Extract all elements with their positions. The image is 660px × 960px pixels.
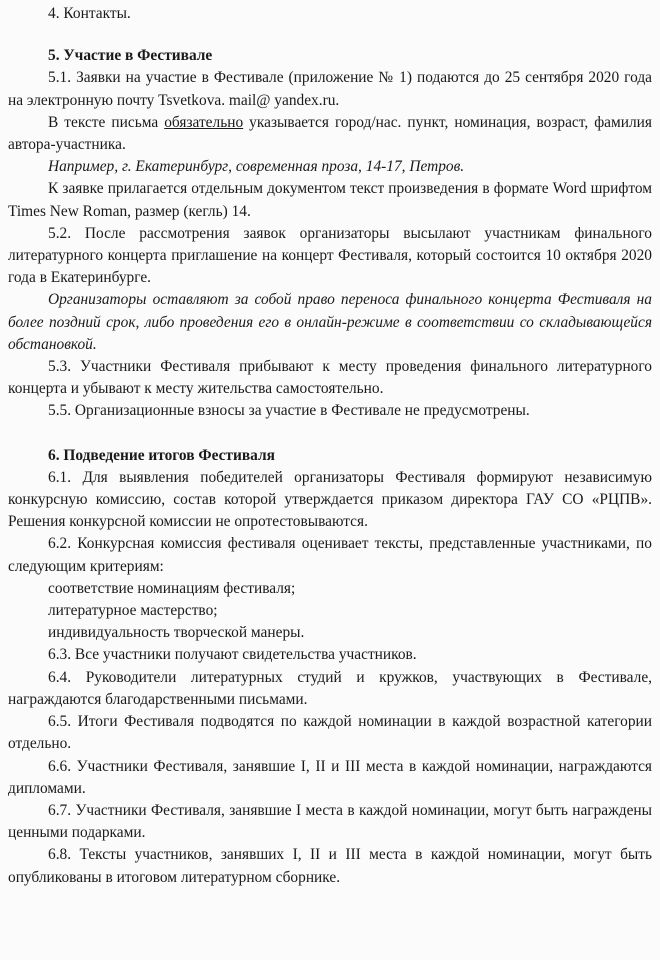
example-line: Например, г. Екатеринбург, современная проза, 14-17, Петров. <box>48 158 465 176</box>
paragraph-6-2: 6.2. Конкурсная комиссия фестиваля оценивает тексты, представленные участниками, по следующим критериям: <box>8 535 652 575</box>
letter-requirements-start: В тексте письма <box>48 113 165 131</box>
organizers-reserve-note: Организаторы оставляют за собой право переноса финального концерта Фестиваля на более поздний срок, либо проведения его в онлайн-режиме в соответствии со складывающейся обстановкой. <box>8 291 652 353</box>
document-body <box>8 3 652 889</box>
contacts-item: 4. Контакты. <box>48 5 131 22</box>
letter-requirements <box>8 112 652 156</box>
paragraph-5-3: 5.3. Участники Фестиваля прибывают к месту проведения финального литературного концерта и убывают к месту жительства самостоятельно. <box>8 358 652 398</box>
criteria-item: литературное мастерство; <box>48 602 218 620</box>
section-6-heading: 6. Подведение итогов Фестиваля <box>48 446 275 464</box>
paragraph-5-5: 5.5. Организационные взносы за участие в Фестивале не предусмотрены. <box>48 402 530 420</box>
paragraph-6-1: 6.1. Для выявления победителей организаторы Фестиваля формируют независимую конкурсную комиссию, состав которой утверждается приказом директора ГАУ СО «РЦПВ». Решения конкурсной комиссии не опротестовываются. <box>8 468 652 531</box>
paragraph-5-2: 5.2. После рассмотрения заявок организаторы высылают участникам финального литературного концерта приглашение на концерт Фестиваля, который состоится 10 октября 2020 года в Екатеринбурге. <box>8 224 652 287</box>
required-word: обязательно <box>164 113 244 131</box>
paragraph-6-5: 6.5. Итоги Фестиваля подводятся по каждой номинации в каждой возрастной категории отдельно. <box>8 713 652 753</box>
paragraph-5-1: 5.1. Заявки на участие в Фестивале (приложение № 1) подаются до 25 сентября 2020 года на электронную почту Tsvetkova. mail@ yandex.ru. <box>8 69 652 109</box>
criteria-item: индивидуальность творческой манеры. <box>48 624 305 642</box>
letter-requirements-end: указывается город/нас. пункт, номинация, возраст, фамилия автора-участника. <box>8 113 652 154</box>
paragraph-6-7: 6.7. Участники Фестиваля, занявшие I места в каждой номинации, могут быть награждены ценными подарками. <box>8 801 652 842</box>
attachment-requirements: К заявке прилагается отдельным документом текст произведения в формате Word шрифтом Times New Roman, размер (кегль) 14. <box>8 180 652 220</box>
paragraph-6-4: 6.4. Руководители литературных студий и кружков, участвующих в Фестивале, награждаются благодарственными письмами. <box>8 668 652 708</box>
paragraph-6-8: 6.8. Тексты участников, занявших I, II и III места в каждой номинации, могут быть опубликованы в итоговом литературном сборнике. <box>8 846 652 886</box>
paragraph-6-6: 6.6. Участники Фестиваля, занявшие I, II и III места в каждой номинации, награждаются дипломами. <box>8 757 652 797</box>
criteria-item: соответствие номинациям фестиваля; <box>48 579 296 597</box>
section-5-heading: 5. Участие в Фестивале <box>48 47 213 65</box>
paragraph-6-3: 6.3. Все участники получают свидетельства участников. <box>48 646 417 664</box>
